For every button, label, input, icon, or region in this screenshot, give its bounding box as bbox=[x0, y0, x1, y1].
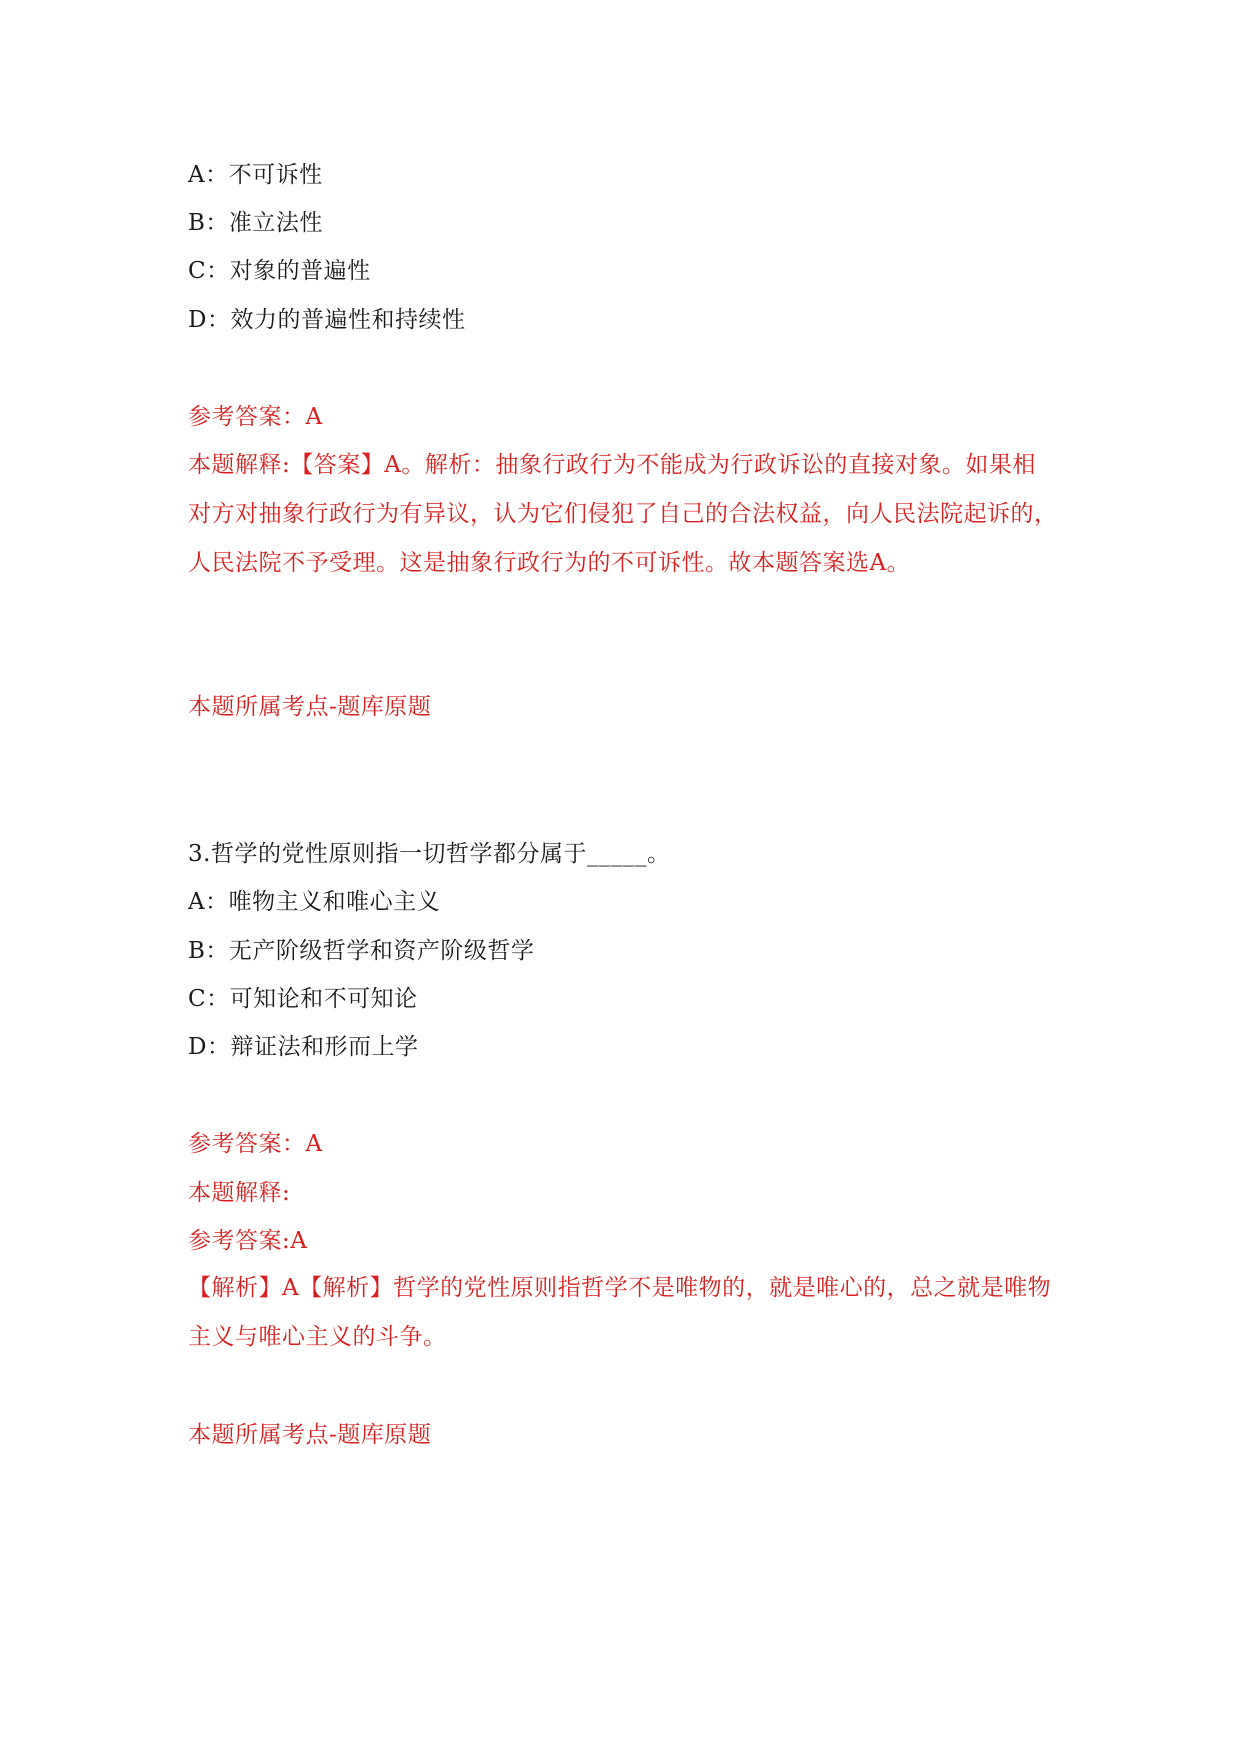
q2-option-d: D：效力的普遍性和持续性 bbox=[188, 307, 466, 333]
q3-answer-repeat: 参考答案:A bbox=[188, 1228, 308, 1254]
q2-explanation: 本题解释:【答案】A。解析：抽象行政行为不能成为行政诉讼的直接对象。如果相对方对抽象行政行为有异议，认为它们侵犯了自己的合法权益，向人民法院起诉的，人民法院不予受理。这是抽象行政行为的不可诉性。故本题答案选A。 bbox=[188, 452, 1058, 576]
q3-explanation-label: 本题解释: bbox=[188, 1180, 291, 1206]
q3-option-b: B：无产阶级哲学和资产阶级哲学 bbox=[188, 938, 535, 964]
q3-option-c: C：可知论和不可知论 bbox=[188, 986, 418, 1012]
q3-explanation: 【解析】A【解析】哲学的党性原则指哲学不是唯物的，就是唯心的，总之就是唯物主义与唯心主义的斗争。 bbox=[188, 1275, 1052, 1350]
q2-option-a: A：不可诉性 bbox=[188, 162, 323, 188]
q2-answer: 参考答案：A bbox=[188, 404, 323, 430]
q3-option-d: D：辩证法和形而上学 bbox=[188, 1034, 419, 1060]
q3-question: 3.哲学的党性原则指一切哲学都分属于_____。 bbox=[188, 841, 671, 867]
q3-answer: 参考答案：A bbox=[188, 1131, 323, 1157]
q2-option-c: C：对象的普遍性 bbox=[188, 258, 371, 284]
q3-option-a: A：唯物主义和唯心主义 bbox=[188, 889, 441, 915]
q2-topic: 本题所属考点-题库原题 bbox=[188, 694, 432, 720]
q2-option-b: B：准立法性 bbox=[188, 210, 323, 236]
q3-topic: 本题所属考点-题库原题 bbox=[188, 1422, 432, 1448]
